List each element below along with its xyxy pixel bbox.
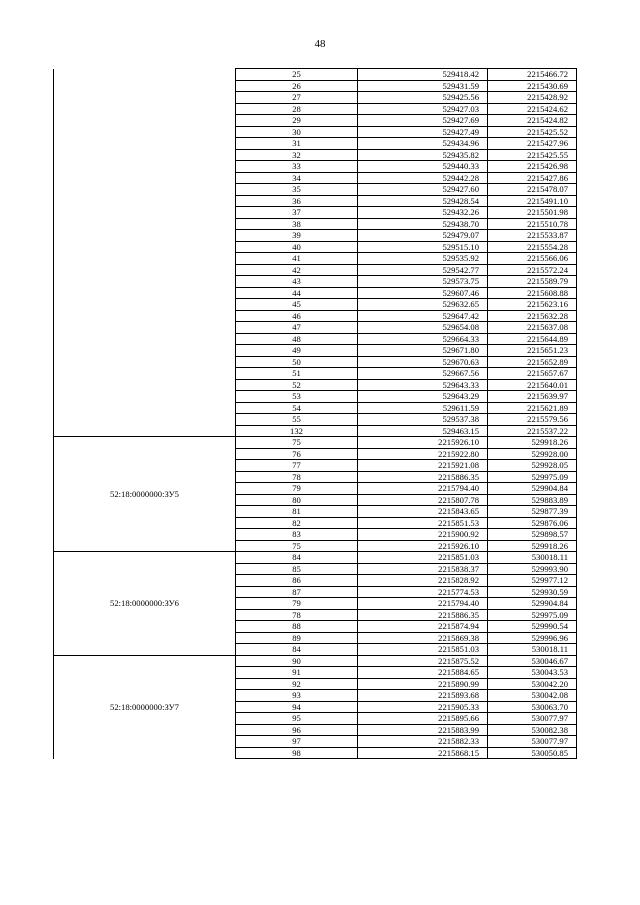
coord-x-cell: 2215874.94	[358, 621, 488, 633]
coord-y-cell: 2215478.07	[488, 184, 577, 196]
table-row	[54, 69, 577, 81]
coord-x-cell: 2215893.68	[358, 690, 488, 702]
point-number-cell: 88	[236, 621, 358, 633]
point-number-cell: 86	[236, 575, 358, 587]
point-number-cell: 92	[236, 678, 358, 690]
point-number-cell: 84	[236, 644, 358, 656]
coord-x-cell: 529573.75	[358, 276, 488, 288]
coord-y-cell: 2215639.97	[488, 391, 577, 403]
coord-y-cell: 2215426.98	[488, 161, 577, 173]
coord-y-cell: 2215652.89	[488, 356, 577, 368]
coord-y-cell: 2215424.62	[488, 103, 577, 115]
coord-y-cell: 529993.90	[488, 563, 577, 575]
coord-y-cell: 2215466.72	[488, 69, 577, 81]
coord-y-cell: 530018.11	[488, 644, 577, 656]
point-number-cell: 78	[236, 471, 358, 483]
parcel-cell: 52:18:0000000:ЗУ7	[54, 655, 236, 759]
coord-x-cell: 529654.08	[358, 322, 488, 334]
coord-x-cell: 2215895.66	[358, 713, 488, 725]
coord-x-cell: 2215900.92	[358, 529, 488, 541]
coord-x-cell: 529515.10	[358, 241, 488, 253]
coord-y-cell: 2215501.98	[488, 207, 577, 219]
point-number-cell: 82	[236, 517, 358, 529]
coord-y-cell: 529996.96	[488, 632, 577, 644]
coord-y-cell: 529990.54	[488, 621, 577, 633]
coord-y-cell: 529930.59	[488, 586, 577, 598]
coord-x-cell: 529432.26	[358, 207, 488, 219]
coord-x-cell: 529670.63	[358, 356, 488, 368]
coordinates-table	[53, 68, 577, 759]
point-number-cell: 47	[236, 322, 358, 334]
coord-y-cell: 2215657.67	[488, 368, 577, 380]
coord-y-cell: 2215651.23	[488, 345, 577, 357]
parcel-cell: 52:18:0000000:ЗУ5	[54, 437, 236, 552]
coord-y-cell: 529883.89	[488, 494, 577, 506]
point-number-cell: 34	[236, 172, 358, 184]
point-number-cell: 37	[236, 207, 358, 219]
coord-x-cell: 2215882.33	[358, 736, 488, 748]
point-number-cell: 79	[236, 598, 358, 610]
point-number-cell: 30	[236, 126, 358, 138]
coord-x-cell: 529427.69	[358, 115, 488, 127]
point-number-cell: 33	[236, 161, 358, 173]
coord-y-cell: 2215428.92	[488, 92, 577, 104]
point-number-cell: 75	[236, 540, 358, 552]
point-number-cell: 41	[236, 253, 358, 265]
point-number-cell: 91	[236, 667, 358, 679]
coord-x-cell: 529428.54	[358, 195, 488, 207]
coord-x-cell: 529535.92	[358, 253, 488, 265]
point-number-cell: 54	[236, 402, 358, 414]
coord-x-cell: 2215875.52	[358, 655, 488, 667]
coord-x-cell: 529434.96	[358, 138, 488, 150]
parcel-cell: 52:18:0000000:ЗУ6	[54, 552, 236, 656]
coord-y-cell: 530082.38	[488, 724, 577, 736]
coord-y-cell: 529876.06	[488, 517, 577, 529]
coord-y-cell: 2215608.88	[488, 287, 577, 299]
table-row	[54, 552, 577, 564]
point-number-cell: 75	[236, 437, 358, 449]
coord-x-cell: 2215869.38	[358, 632, 488, 644]
coord-y-cell: 2215425.55	[488, 149, 577, 161]
coord-x-cell: 529537.38	[358, 414, 488, 426]
coord-y-cell: 530042.20	[488, 678, 577, 690]
coord-x-cell: 529632.65	[358, 299, 488, 311]
point-number-cell: 44	[236, 287, 358, 299]
coord-x-cell: 2215794.40	[358, 598, 488, 610]
coord-y-cell: 529918.26	[488, 437, 577, 449]
point-number-cell: 39	[236, 230, 358, 242]
coord-x-cell: 529440.33	[358, 161, 488, 173]
coord-y-cell: 2215430.69	[488, 80, 577, 92]
table-row	[54, 437, 577, 449]
coord-y-cell: 530043.53	[488, 667, 577, 679]
coord-x-cell: 2215890.99	[358, 678, 488, 690]
point-number-cell: 48	[236, 333, 358, 345]
coord-x-cell: 529427.03	[358, 103, 488, 115]
coord-y-cell: 529928.00	[488, 448, 577, 460]
coord-y-cell: 529904.84	[488, 598, 577, 610]
coord-x-cell: 529647.42	[358, 310, 488, 322]
coord-y-cell: 529877.39	[488, 506, 577, 518]
coord-x-cell: 2215926.10	[358, 437, 488, 449]
coord-y-cell: 2215537.22	[488, 425, 577, 437]
coord-x-cell: 529442.28	[358, 172, 488, 184]
coord-x-cell: 529427.60	[358, 184, 488, 196]
point-number-cell: 42	[236, 264, 358, 276]
coord-x-cell: 529643.33	[358, 379, 488, 391]
coord-y-cell: 2215623.16	[488, 299, 577, 311]
coord-x-cell: 2215851.53	[358, 517, 488, 529]
point-number-cell: 76	[236, 448, 358, 460]
page-number: 48	[314, 38, 326, 50]
coord-x-cell: 529418.42	[358, 69, 488, 81]
coord-y-cell: 2215427.96	[488, 138, 577, 150]
point-number-cell: 83	[236, 529, 358, 541]
coord-x-cell: 529425.56	[358, 92, 488, 104]
coord-x-cell: 529611.59	[358, 402, 488, 414]
coord-y-cell: 2215637.08	[488, 322, 577, 334]
coord-y-cell: 2215640.01	[488, 379, 577, 391]
coord-y-cell: 2215579.56	[488, 414, 577, 426]
coord-x-cell: 2215828.92	[358, 575, 488, 587]
point-number-cell: 98	[236, 747, 358, 759]
point-number-cell: 28	[236, 103, 358, 115]
coord-x-cell: 529671.80	[358, 345, 488, 357]
point-number-cell: 89	[236, 632, 358, 644]
coord-y-cell: 2215589.79	[488, 276, 577, 288]
coord-x-cell: 2215886.35	[358, 609, 488, 621]
coord-y-cell: 2215621.89	[488, 402, 577, 414]
parcel-cell	[54, 69, 236, 437]
coord-y-cell: 530042.08	[488, 690, 577, 702]
point-number-cell: 55	[236, 414, 358, 426]
point-number-cell: 97	[236, 736, 358, 748]
coord-y-cell: 529898.57	[488, 529, 577, 541]
coord-x-cell: 529542.77	[358, 264, 488, 276]
coord-y-cell: 2215510.78	[488, 218, 577, 230]
coord-y-cell: 529975.09	[488, 471, 577, 483]
coord-y-cell: 530077.97	[488, 736, 577, 748]
point-number-cell: 80	[236, 494, 358, 506]
coord-x-cell: 529664.33	[358, 333, 488, 345]
coord-y-cell: 2215572.24	[488, 264, 577, 276]
coord-x-cell: 2215886.35	[358, 471, 488, 483]
point-number-cell: 132	[236, 425, 358, 437]
point-number-cell: 95	[236, 713, 358, 725]
point-number-cell: 94	[236, 701, 358, 713]
coord-y-cell: 530063.70	[488, 701, 577, 713]
point-number-cell: 27	[236, 92, 358, 104]
point-number-cell: 32	[236, 149, 358, 161]
coord-y-cell: 2215644.89	[488, 333, 577, 345]
point-number-cell: 52	[236, 379, 358, 391]
point-number-cell: 87	[236, 586, 358, 598]
coord-y-cell: 2215427.86	[488, 172, 577, 184]
coord-x-cell: 529607.46	[358, 287, 488, 299]
point-number-cell: 96	[236, 724, 358, 736]
point-number-cell: 45	[236, 299, 358, 311]
coord-y-cell: 530018.11	[488, 552, 577, 564]
coord-x-cell: 2215774.53	[358, 586, 488, 598]
coord-x-cell: 529431.59	[358, 80, 488, 92]
coord-y-cell: 529918.26	[488, 540, 577, 552]
coord-x-cell: 2215868.15	[358, 747, 488, 759]
point-number-cell: 25	[236, 69, 358, 81]
point-number-cell: 38	[236, 218, 358, 230]
coord-x-cell: 529435.82	[358, 149, 488, 161]
coord-y-cell: 2215632.28	[488, 310, 577, 322]
coord-x-cell: 2215921.08	[358, 460, 488, 472]
coord-y-cell: 2215424.82	[488, 115, 577, 127]
point-number-cell: 93	[236, 690, 358, 702]
point-number-cell: 29	[236, 115, 358, 127]
point-number-cell: 53	[236, 391, 358, 403]
coord-y-cell: 529975.09	[488, 609, 577, 621]
coord-x-cell: 2215843.65	[358, 506, 488, 518]
point-number-cell: 81	[236, 506, 358, 518]
point-number-cell: 78	[236, 609, 358, 621]
point-number-cell: 35	[236, 184, 358, 196]
point-number-cell: 84	[236, 552, 358, 564]
point-number-cell: 46	[236, 310, 358, 322]
coord-x-cell: 2215807.78	[358, 494, 488, 506]
coord-x-cell: 2215905.33	[358, 701, 488, 713]
coord-x-cell: 529463.15	[358, 425, 488, 437]
coord-x-cell: 2215884.65	[358, 667, 488, 679]
coord-y-cell: 530050.85	[488, 747, 577, 759]
point-number-cell: 43	[236, 276, 358, 288]
point-number-cell: 36	[236, 195, 358, 207]
coord-x-cell: 529479.07	[358, 230, 488, 242]
coord-y-cell: 529928.05	[488, 460, 577, 472]
coord-x-cell: 2215851.03	[358, 644, 488, 656]
coord-x-cell: 2215922.80	[358, 448, 488, 460]
coord-x-cell: 2215838.37	[358, 563, 488, 575]
point-number-cell: 31	[236, 138, 358, 150]
coord-x-cell: 529427.49	[358, 126, 488, 138]
coord-y-cell: 2215566.06	[488, 253, 577, 265]
coord-y-cell: 2215554.28	[488, 241, 577, 253]
coord-y-cell: 2215425.52	[488, 126, 577, 138]
table-row	[54, 655, 577, 667]
coord-x-cell: 2215794.40	[358, 483, 488, 495]
point-number-cell: 51	[236, 368, 358, 380]
coord-x-cell: 2215851.03	[358, 552, 488, 564]
coord-y-cell: 529977.12	[488, 575, 577, 587]
coord-x-cell: 529643.29	[358, 391, 488, 403]
coord-x-cell: 2215883.99	[358, 724, 488, 736]
coord-x-cell: 529667.56	[358, 368, 488, 380]
coord-y-cell: 530046.67	[488, 655, 577, 667]
coord-x-cell: 2215926.10	[358, 540, 488, 552]
coord-y-cell: 529904.84	[488, 483, 577, 495]
point-number-cell: 50	[236, 356, 358, 368]
point-number-cell: 79	[236, 483, 358, 495]
coord-y-cell: 2215491.10	[488, 195, 577, 207]
point-number-cell: 77	[236, 460, 358, 472]
coord-y-cell: 530077.97	[488, 713, 577, 725]
coord-y-cell: 2215533.87	[488, 230, 577, 242]
point-number-cell: 26	[236, 80, 358, 92]
point-number-cell: 85	[236, 563, 358, 575]
point-number-cell: 90	[236, 655, 358, 667]
point-number-cell: 40	[236, 241, 358, 253]
coord-x-cell: 529438.70	[358, 218, 488, 230]
point-number-cell: 49	[236, 345, 358, 357]
